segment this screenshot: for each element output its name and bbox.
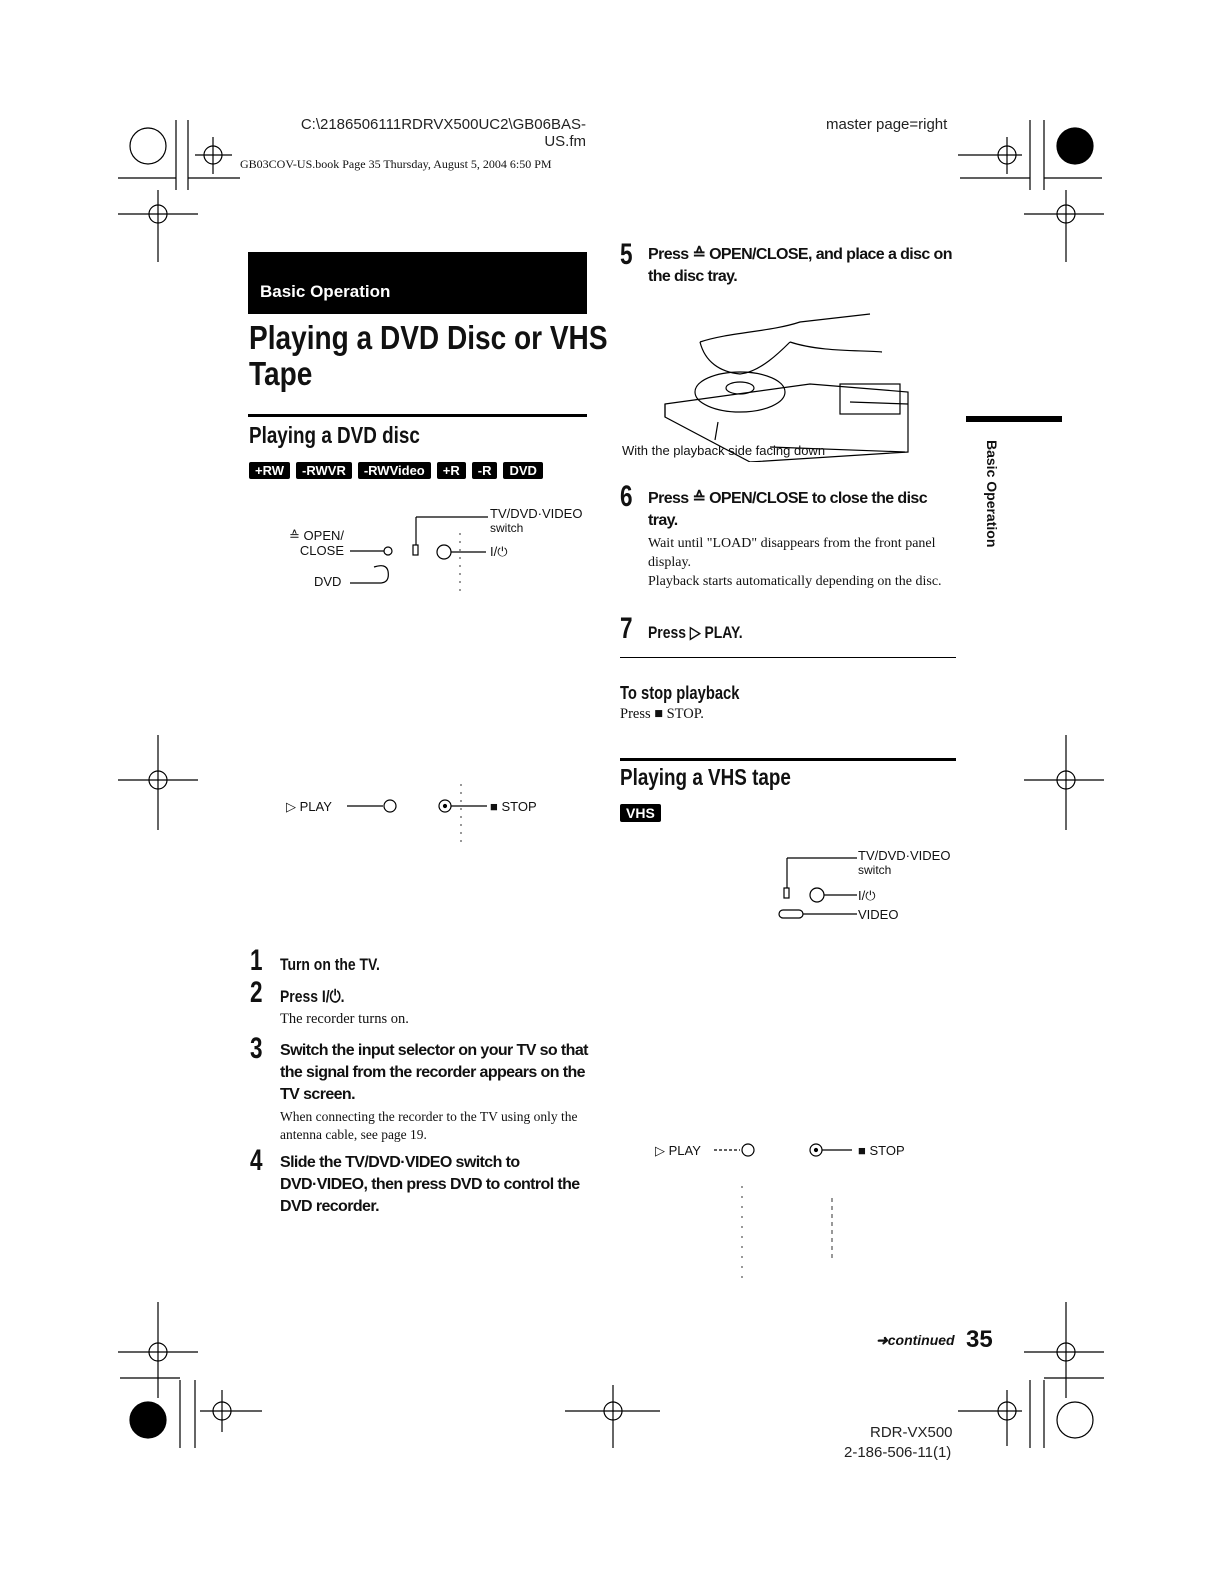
step-text: Press ≙ OPEN/CLOSE to close the disc tray. [648, 490, 928, 529]
badge-dvd: DVD [503, 462, 542, 479]
step-text: Press ≙ OPEN/CLOSE, and place a disc on the disc tray. [648, 246, 952, 285]
vhs-switch-label: TV/DVD·VIDEO switch [858, 848, 951, 877]
step-text: Press I/⏻. [280, 987, 345, 1006]
file-path-line1: C:\2186506111RDRVX500UC2\GB06BAS- [300, 116, 586, 133]
part-code: 2-186-506-11(1) [844, 1444, 952, 1461]
disc-tray-illustration [660, 312, 910, 462]
section-tab-label: Basic Operation [260, 282, 391, 301]
play-label: ▷ PLAY [286, 799, 332, 814]
page-number: 35 [966, 1326, 993, 1353]
remote-diagram-play-stop [345, 780, 490, 850]
switch-label: TV/DVD·VIDEO switch [490, 506, 583, 535]
step-text: Slide the TV/DVD·VIDEO switch to DVD·VIDEO, then press DVD to control the DVD recorder. [280, 1154, 580, 1215]
step-text: Press ▷ PLAY. [648, 623, 743, 642]
section-tab [248, 252, 587, 314]
vhs-section-heading: Playing a VHS tape [620, 764, 791, 790]
side-tab-bar [966, 416, 1062, 422]
master-page-label: master page=right [826, 116, 948, 133]
step-number: 6 [620, 480, 633, 513]
step-1 [250, 944, 590, 980]
power-label: I/⏻ [490, 544, 508, 559]
remote-diagram-top [340, 505, 500, 615]
badge-minus-r: -R [472, 462, 498, 479]
continued-label: ➜continued [876, 1332, 955, 1348]
book-info: GB03COV-US.book Page 35 Thursday, August 5, 2004 6:50 PM [240, 157, 552, 171]
dvd-section-rule [248, 414, 587, 417]
page-title-line2: Tape [249, 355, 313, 392]
step-number: 5 [620, 238, 633, 271]
dvd-section-heading: Playing a DVD disc [249, 422, 420, 448]
vhs-video-label: VIDEO [858, 907, 899, 922]
vhs-section-rule [620, 758, 956, 761]
stop-playback-heading: To stop playback [620, 683, 740, 703]
disc-type-badges [249, 462, 549, 480]
step-number: 4 [250, 1144, 263, 1177]
step-detail: Wait until "LOAD" disappears from the front panel display. Playback starts automatically depending on the disc. [648, 536, 942, 589]
step-2 [250, 976, 590, 1036]
page-title [249, 320, 608, 392]
step-text: Switch the input selector on your TV so that the signal from the recorder appears on the TV screen. [280, 1042, 588, 1103]
step-detail: When connecting the recorder to the TV using only the antenna cable, see page 19. [280, 1109, 578, 1142]
page-title-line1: Playing a DVD Disc or VHS [249, 319, 608, 356]
dvd-steps [250, 944, 590, 1228]
model-number: RDR-VX500 [870, 1424, 953, 1441]
badge-plus-r: +R [437, 462, 466, 479]
step-number: 1 [250, 944, 263, 977]
step-number: 7 [620, 612, 633, 645]
step-4 [250, 1144, 590, 1228]
step-detail: The recorder turns on. [280, 1011, 409, 1027]
step-3 [250, 1032, 590, 1148]
dvd-button-label: DVD [314, 574, 342, 589]
vhs-stop-label: ■ STOP [858, 1143, 905, 1158]
vhs-badge-wrap [620, 804, 667, 823]
stop-playback-text: Press ■ STOP. [620, 706, 704, 722]
file-path-line2: US.fm [544, 133, 586, 150]
badge-plus-rw: +RW [249, 462, 290, 479]
badge-minus-rw-video: -RWVideo [358, 462, 431, 479]
open-close-label: ≙ OPEN/ CLOSE [289, 528, 344, 558]
step-number: 3 [250, 1032, 263, 1065]
vhs-remote-diagram-top [775, 848, 860, 928]
side-tab-label: Basic Operation [984, 440, 1000, 548]
badge-vhs: VHS [620, 804, 661, 822]
vhs-play-label: ▷ PLAY [655, 1143, 701, 1158]
file-path [284, 116, 586, 150]
step-text: Turn on the TV. [280, 955, 380, 974]
step-number: 2 [250, 976, 263, 1009]
stop-label: ■ STOP [490, 799, 537, 814]
divider [620, 657, 956, 658]
badge-minus-rw-vr: -RWVR [296, 462, 352, 479]
vhs-remote-diagram-play-stop [712, 1138, 862, 1278]
vhs-power-label: I/⏻ [858, 888, 876, 903]
disc-caption: With the playback side facing down [622, 443, 826, 458]
